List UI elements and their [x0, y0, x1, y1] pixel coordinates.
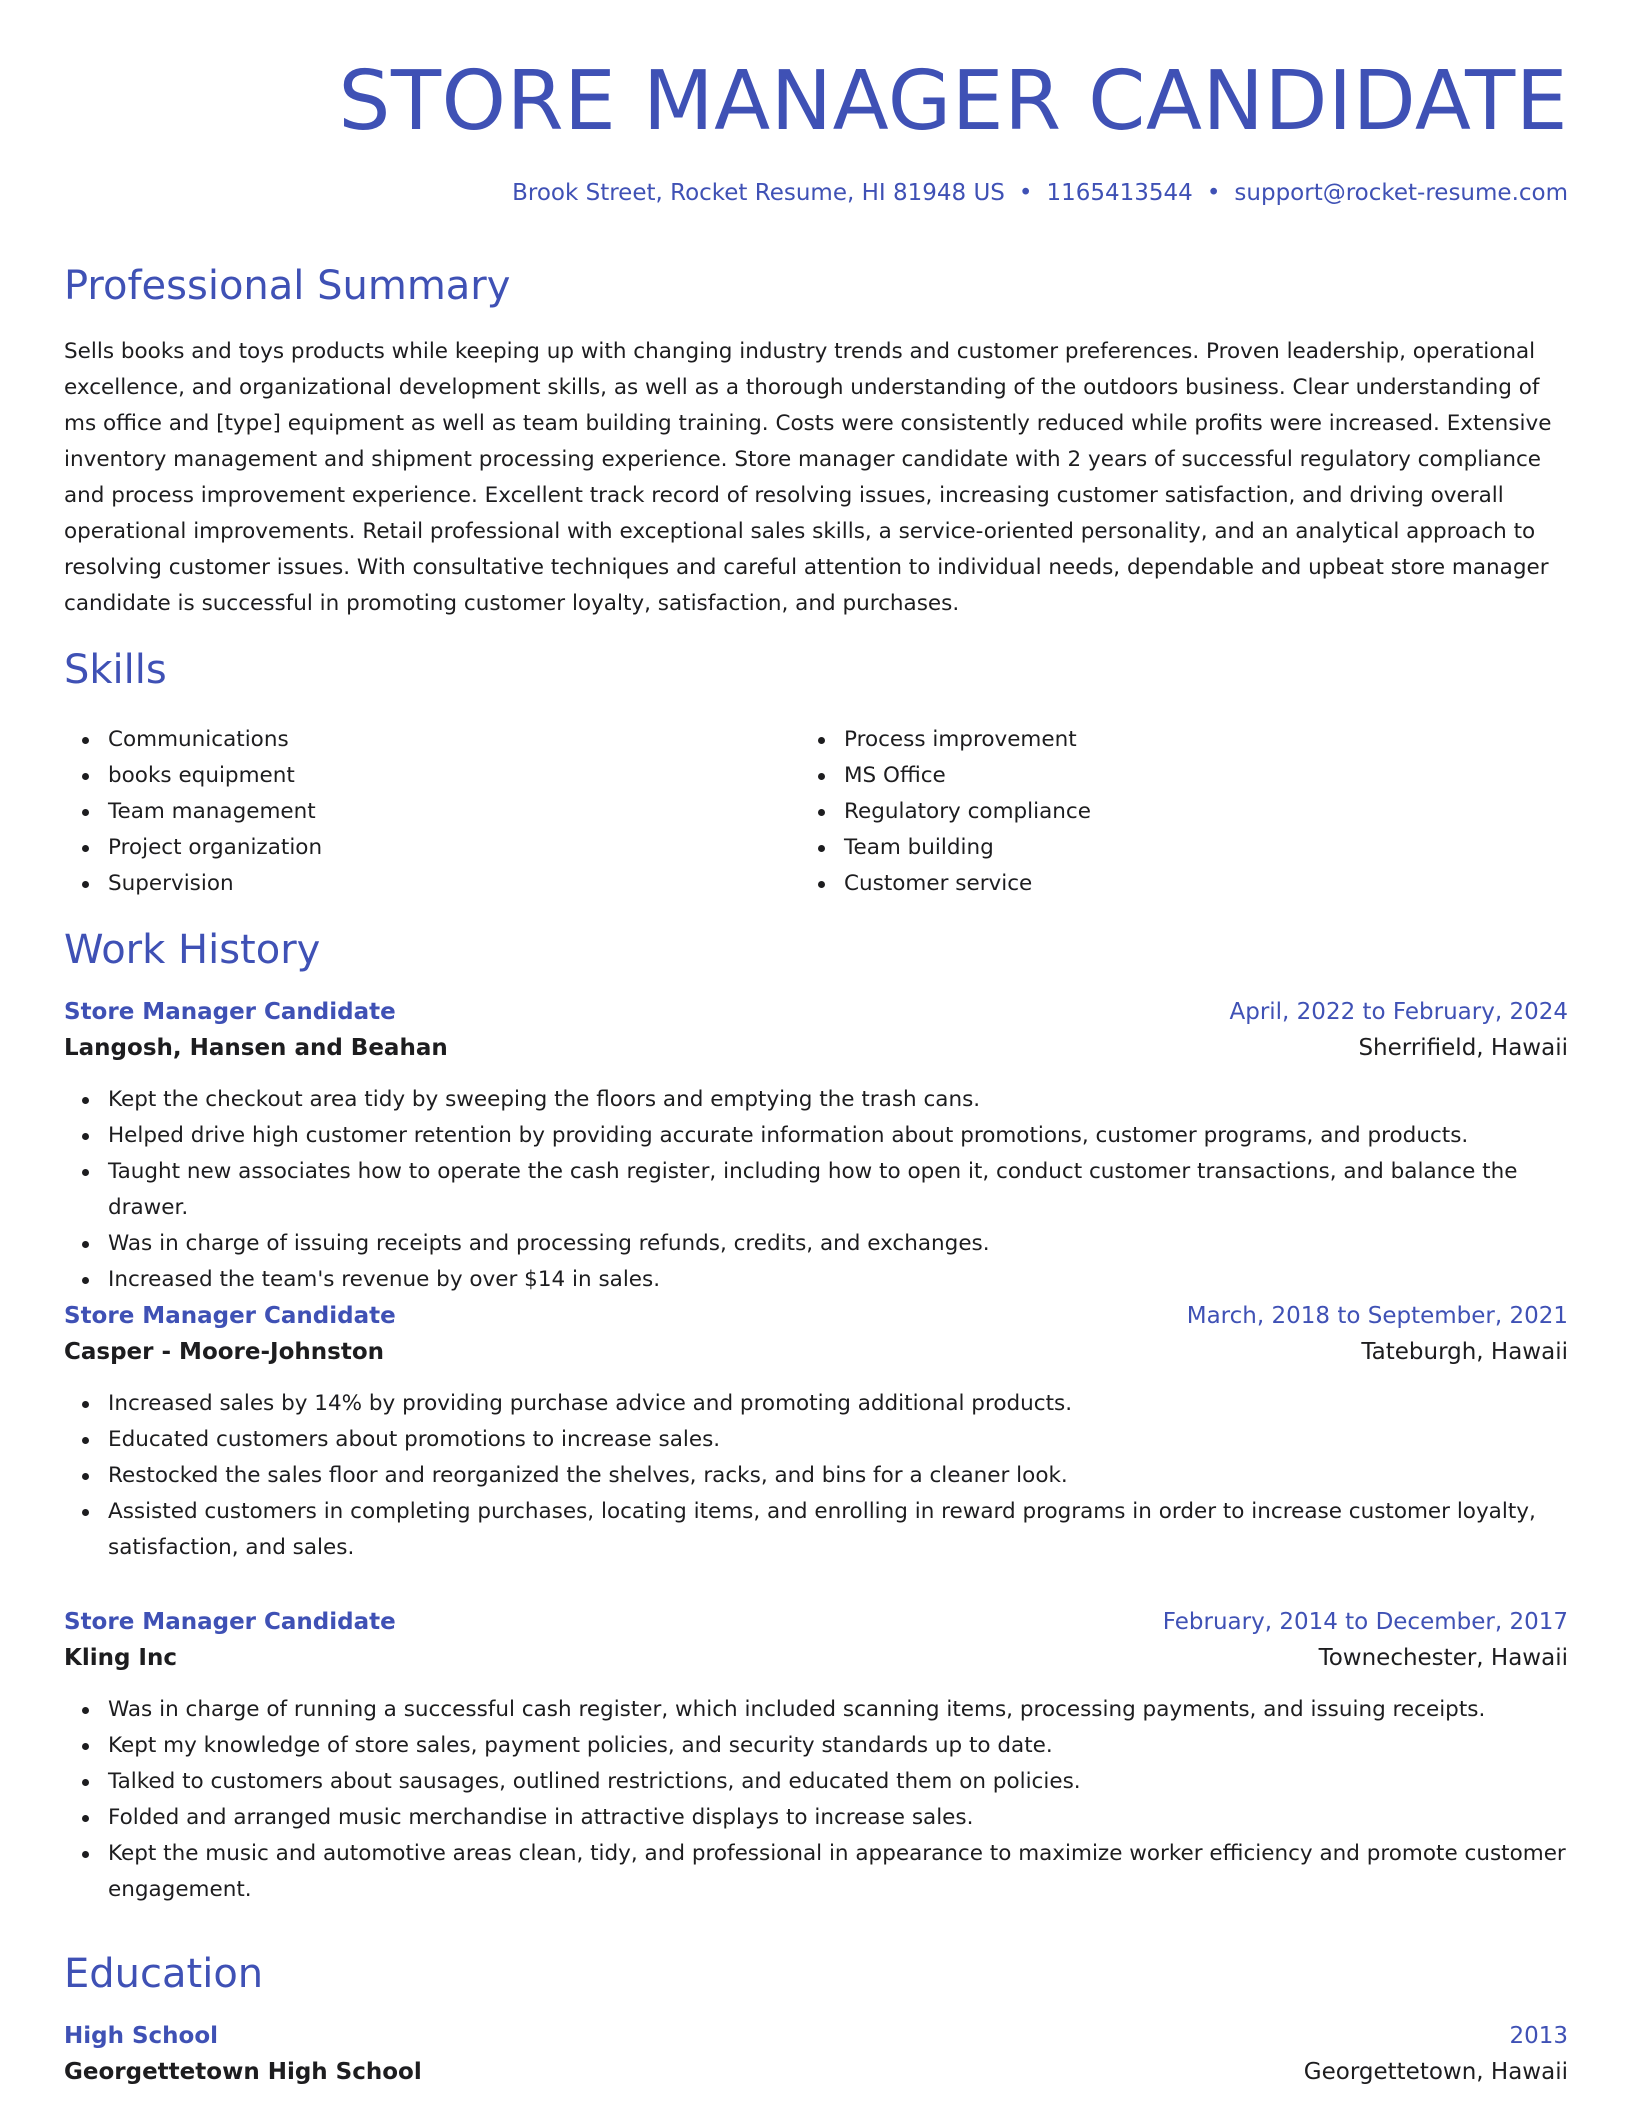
job-company: Langosh, Hansen and Beahan	[64, 1035, 448, 1061]
skills-heading: Skills	[64, 647, 167, 693]
skill-item: Process improvement	[844, 722, 1500, 758]
work-history-heading: Work History	[64, 927, 321, 973]
skill-item: Supervision	[108, 866, 764, 902]
skills-right-column	[800, 722, 1500, 902]
job-entry	[64, 1606, 1568, 1908]
contact-phone: 1165413544	[1046, 180, 1193, 206]
job-location: Sherrifield, Hawaii	[1358, 1035, 1568, 1061]
summary-text: Sells books and toys products while keeping up with changing industry trends and customer preferences. Proven leadership, operational excellence, and organizational development skills, as well as a thorough understanding of the outdoors business. Clear understanding of ms office and [type] equipment as well as team building training. Costs were consistently reduced while profits were increased. Extensive inventory management and shipment processing experience. Store manager candidate with 2 years of successful regulatory compliance and process improvement experience. Excellent track record of resolving issues, increasing customer satisfaction, and driving overall operational improvements. Retail professional with exceptional sales skills, a service-oriented personality, and an analytical approach to resolving customer issues. With consultative techniques and careful attention to individual needs, dependable and upbeat store manager candidate is successful in promoting customer loyalty, satisfaction, and purchases.	[64, 339, 1552, 616]
summary-heading: Professional Summary	[64, 263, 511, 309]
skill-item: books equipment	[108, 758, 764, 794]
job-location: Tateburgh, Hawaii	[1361, 1339, 1568, 1365]
job-dates: March, 2018 to September, 2021	[1186, 1303, 1568, 1329]
job-location: Townechester, Hawaii	[1318, 1645, 1568, 1671]
job-bullet: Increased sales by 14% by providing purchase advice and promoting additional products.	[108, 1386, 1568, 1422]
contact-email[interactable]: support@rocket-resume.com	[1234, 180, 1568, 206]
job-bullet: Kept the checkout area tidy by sweeping the floors and emptying the trash cans.	[108, 1082, 1568, 1118]
job-company: Casper - Moore-Johnston	[64, 1339, 385, 1365]
resume-page	[64, 0, 1568, 2085]
job-bullet: Restocked the sales floor and reorganized the shelves, racks, and bins for a cleaner look.	[108, 1458, 1568, 1494]
contact-separator: •	[1018, 180, 1033, 206]
skill-item: Team building	[844, 830, 1500, 866]
job-bullet: Helped drive high customer retention by providing accurate information about promotions, customer programs, and products.	[108, 1118, 1568, 1154]
job-dates: April, 2022 to February, 2024	[1229, 999, 1568, 1025]
skill-item: Team management	[108, 794, 764, 830]
contact-separator: •	[1206, 180, 1221, 206]
job-bullet: Educated customers about promotions to increase sales.	[108, 1422, 1568, 1458]
education-degree: High School	[64, 2023, 219, 2049]
job-bullet: Taught new associates how to operate the cash register, including how to open it, conduct customer transactions, and balance the drawer.	[108, 1154, 1568, 1226]
job-company: Kling Inc	[64, 1645, 178, 1671]
job-bullet: Was in charge of issuing receipts and processing refunds, credits, and exchanges.	[108, 1226, 1568, 1262]
job-title: Store Manager Candidate	[64, 1303, 396, 1329]
skill-item: MS Office	[844, 758, 1500, 794]
contact-address: Brook Street, Rocket Resume, HI 81948 US	[512, 180, 1005, 206]
job-dates: February, 2014 to December, 2017	[1162, 1609, 1568, 1635]
education-school: Georgettetown High School	[64, 2059, 422, 2085]
job-bullet: Was in charge of running a successful cash register, which included scanning items, processing payments, and issuing receipts.	[108, 1692, 1568, 1728]
job-bullet: Increased the team's revenue by over $14 in sales.	[108, 1262, 1568, 1298]
contact-line	[512, 178, 1568, 208]
skill-item: Customer service	[844, 866, 1500, 902]
job-bullet: Folded and arranged music merchandise in attractive displays to increase sales.	[108, 1800, 1568, 1836]
skill-item: Project organization	[108, 830, 764, 866]
job-bullet: Kept my knowledge of store sales, payment policies, and security standards up to date.	[108, 1728, 1568, 1764]
education-heading: Education	[64, 1951, 264, 1997]
job-entry	[64, 996, 1568, 1298]
job-bullet: Talked to customers about sausages, outlined restrictions, and educated them on policies.	[108, 1764, 1568, 1800]
job-title: Store Manager Candidate	[64, 999, 396, 1025]
job-bullet: Kept the music and automotive areas clean, tidy, and professional in appearance to maximize worker efficiency and promote customer engagement.	[108, 1836, 1568, 1908]
job-entry	[64, 1300, 1568, 1566]
skill-item: Regulatory compliance	[844, 794, 1500, 830]
education-location: Georgettetown, Hawaii	[1303, 2059, 1568, 2085]
education-year: 2013	[1509, 2023, 1568, 2049]
skills-left-column	[64, 722, 764, 902]
job-title: Store Manager Candidate	[64, 1609, 396, 1635]
education-entry	[64, 2020, 1568, 2092]
resume-header	[64, 52, 1568, 206]
skill-item: Communications	[108, 722, 764, 758]
candidate-name: STORE MANAGER CANDIDATE	[338, 54, 1568, 149]
job-bullet: Assisted customers in completing purchases, locating items, and enrolling in reward programs in order to increase customer loyalty, satisfaction, and sales.	[108, 1494, 1568, 1566]
